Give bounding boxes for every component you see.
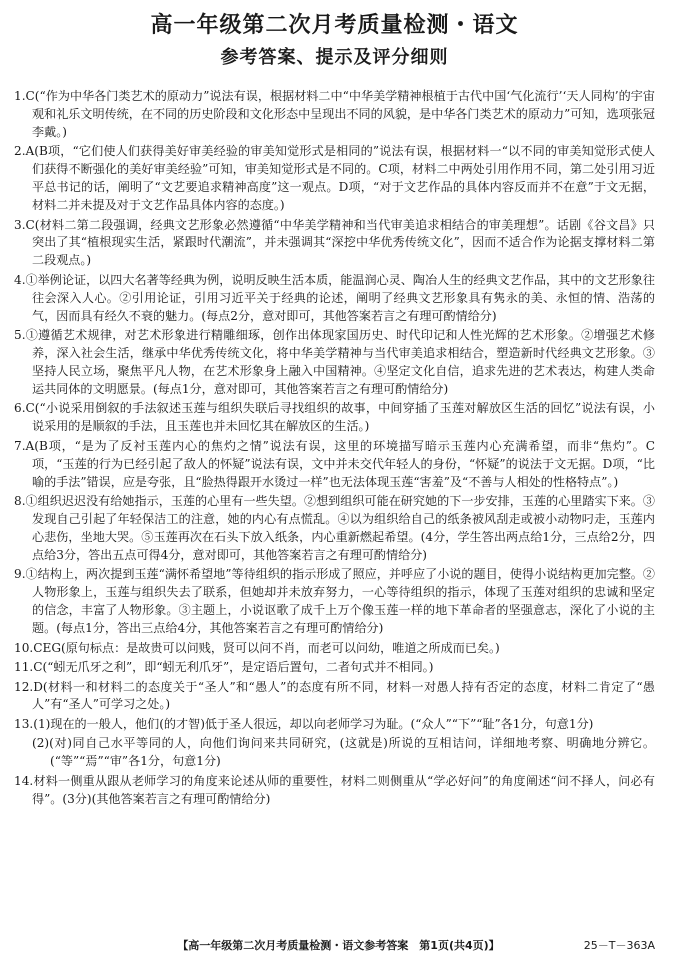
answer-text: A(B项，“它们使人们获得美好审美经验的审美知觉形式是相同的”说法有误，根据材料一“以不同的审美知觉形式使人们获得不断强化的美好审美经验”可知，审美知觉形式是不同的。C项，材料二中两处引用作用不同，第二处引用习近平总书记的话，阐明了“文艺要追求精神高度”这一观点。D项，“对于文艺作品的具体内容反而并不在意”于文无据，材料二并未提及对于文艺作品具体内容的态度。)	[25, 144, 655, 213]
page-title: 高一年级第二次月考质量检测・语文	[150, 13, 519, 38]
footer-label: 【高一年级第二次月考质量检测・语文参考答案 第1页(共4页)】	[177, 939, 500, 952]
answer-number: 6.	[14, 401, 26, 416]
answer-item	[14, 438, 655, 492]
answer-text: A(B项，“是为了反衬玉莲内心的焦灼之情”说法有误，这里的环境描写暗示玉莲内心充满希望，而非“焦灼”。C项，“玉莲的行为已经引起了敌人的怀疑”说法有误，文中并未交代年轻人的身份，“怀疑”的说法于文无据。D项，“比喻的手法”错误，应是夸张，且“脸热得跟开水烫过一样”也无法体现玉莲“害羞”及“不善与人相处的性格特点”。)	[25, 438, 655, 489]
answer-number: 10.	[14, 640, 34, 655]
answer-item	[14, 716, 655, 734]
answer-item	[14, 88, 655, 142]
answer-number: 11.	[14, 660, 34, 675]
answer-text: ①举例论证，以四大名著等经典为例，说明反映生活本质，能温润心灵、陶冶人生的经典文艺作品，其中的文艺形象往往会深入人心。②引用论证，引用习近平关于经典的论述，阐明了经典文艺形象具有隽永的美、永恒的情、浩荡的气，因而具有经久不衰的魅力。(每点2分，意对即可，其他答案若言之有理可酌情给分)	[25, 272, 655, 323]
answer-number: 9.	[14, 567, 26, 582]
answer-text: ①组织迟迟没有给她指示，玉莲的心里有一些失望。②想到组织可能在研究她的下一步安排，玉莲的心里踏实下来。③发现自己引起了年轻保洁工的注意，她的内心有点慌乱。④以为组织给自己的纸条被风刮走或被小动物叼走，玉莲内心悲伤，坐地大哭。⑤玉莲再次在石头下放入纸条，内心重新燃起希望。(4分，学生答出两点给1分，三点给2分，四点给3分，答出五点可得4分，意对即可，其他答案若言之有理可酌情给分)	[25, 494, 655, 562]
page-footer	[0, 937, 677, 953]
answer-text: C(“蚓无爪牙之利”，即“蚓无利爪牙”，是定语后置句，二者句式并不相同。)	[33, 660, 434, 675]
answer-number: 3.	[14, 217, 26, 232]
answer-item	[14, 735, 655, 771]
answer-item	[14, 659, 655, 677]
answer-item	[14, 143, 655, 215]
answer-number: 7.	[14, 438, 26, 453]
answer-item	[14, 327, 655, 399]
answer-number: 13.	[14, 716, 34, 731]
answer-number: 1.	[14, 89, 26, 103]
answer-text: ①结构上，两次提到玉莲“满怀希望地”等待组织的指示形成了照应，并呼应了小说的题目，使得小说结构更加完整。②人物形象上，玉莲与组织失去了联系，但她却并未放弃努力，一心等待组织的指示，体现了玉莲对组织的忠诚和坚定的信念，丰富了人物形象。③主题上，小说讴歌了成千上万个像玉莲一样的地下革命者的坚强意志，深化了小说的主题。(每点1分，答出三点给4分，其他答案若言之有理可酌情给分)	[25, 567, 655, 636]
answer-number: 4.	[14, 272, 26, 287]
answer-number: 5.	[14, 328, 26, 343]
page-subtitle: 参考答案、提示及评分细则	[220, 47, 449, 68]
answer-number: 14.	[14, 773, 34, 788]
answer-number: 2.	[14, 144, 26, 159]
answer-text: ①遵循艺术规律，对艺术形象进行精雕细琢，创作出体现家国历史、时代印记和人性光辉的艺术形象。②增强艺术修养，深入社会生活，继承中华优秀传统文化，将中华美学精神与当代审美追求相结合，塑造新时代经典文艺形象。③坚持人民立场，聚焦平凡人物，在艺术形象身上融入中国精神。④坚定文化自信，追求先进的艺术表达，构建人类命运共同体的文明愿景。(每点1分，意对即可，其他答案若言之有理可酌情给分)	[25, 328, 655, 396]
answer-text: C(材料二第二段强调，经典文艺形象必然遵循“中华美学精神和当代审美追求相结合的审美理想”。话剧《谷文昌》只突出了其“植根现实生活，紧跟时代潮流”，并未强调其“深挖中华优秀传统文化”，因而不适合作为论据支撑材料二第二段观点。)	[25, 217, 655, 268]
answer-item	[14, 493, 655, 565]
answer-text: D(材料一和材料二的态度关于“圣人”和“愚人”的态度有所不同，材料一对愚人持有否定的态度，材料二肯定了“愚人”有“圣人”可学习之处。)	[32, 679, 655, 712]
answer-item	[14, 217, 655, 271]
answer-text: C(“小说采用倒叙的手法叙述玉莲与组织失联后寻找组织的故事，中间穿插了玉莲对解放区生活的回忆”说法有误，小说采用的是顺叙的手法，且玉莲也并未回忆其在解放区的生活。)	[25, 401, 655, 434]
answer-item	[14, 679, 655, 715]
answer-number: 8.	[14, 494, 26, 509]
answer-item	[14, 272, 655, 326]
answer-item	[14, 773, 655, 809]
answer-text: (2)(对)同自己水平等同的人，向他们询问来共同研究，(这就是)所说的互相诘问，详细地考察、明确地分辨它。(“等”“焉”“审”各1分，句意1分)	[32, 736, 655, 769]
answer-number: 12.	[14, 679, 34, 694]
answer-text: C(“作为中华各门类艺术的原动力”说法有误，根据材料二中“中华美学精神根植于古代中国‘气化流行’‘天人同构’的宇宙观和礼乐文明传统，在不同的历史阶段和文化形态中呈现出不同的风貌，是中华各门类艺术的原动力”可知，选项张冠李戴。)	[25, 89, 655, 139]
answer-item	[14, 640, 655, 658]
answer-list	[14, 88, 655, 809]
answer-item	[14, 400, 655, 436]
answer-text: 材料一侧重从跟从老师学习的角度来论述从师的重要性，材料二则侧重从“学必好问”的角度阐述“问不择人，问必有得”。(3分)(其他答案若言之有理可酌情给分)	[32, 773, 655, 806]
answer-text: (1)现在的一般人，他们(的才智)低于圣人很远，却以向老师学习为耻。(“众人”“下”“耻”各1分，句意1分)	[33, 716, 594, 731]
footer-code: 25－T－363A	[583, 939, 655, 952]
answer-text: CEG(原句标点：是故贵可以问贱，贤可以问不肖，而老可以问幼，唯道之所成而已矣。)	[33, 640, 500, 655]
answer-item	[14, 566, 655, 638]
